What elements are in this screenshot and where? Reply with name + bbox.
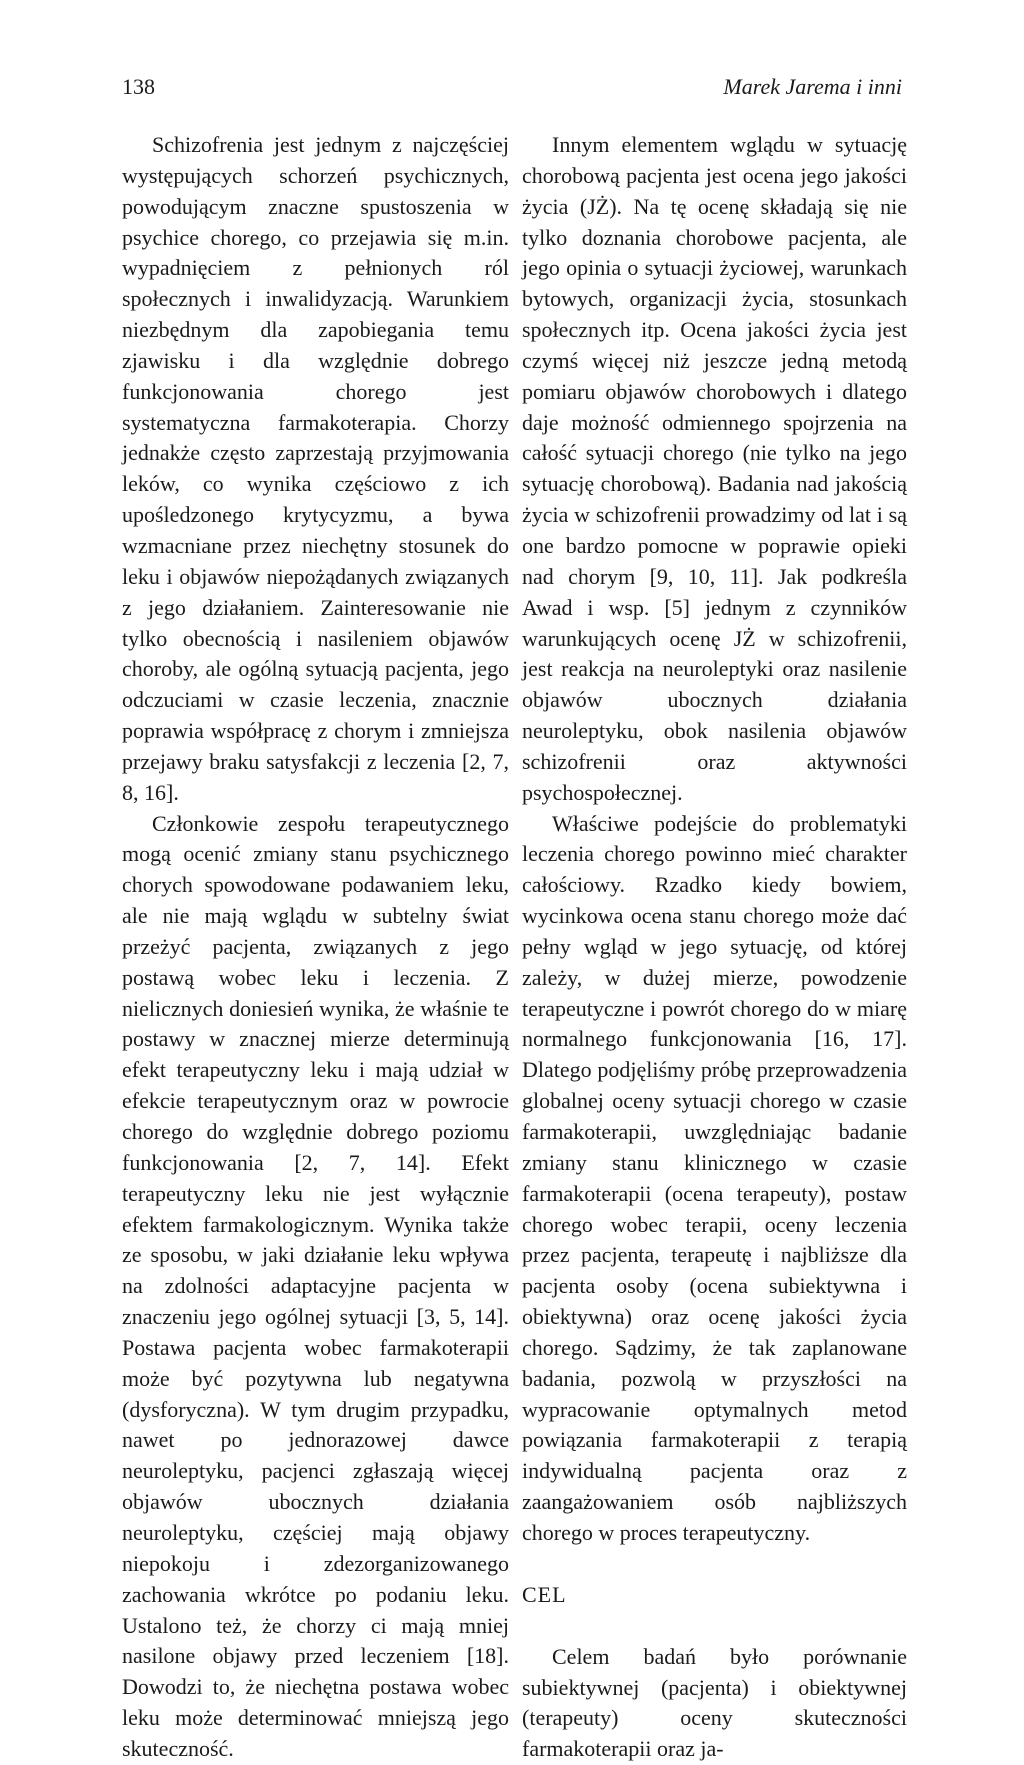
paragraph: Celem badań było porównanie subiektywnej (pacjenta) i obiektywnej (terapeuty) oceny skuteczności farmakoterapii oraz ja- [522,1643,907,1762]
right-column [522,130,907,1765]
paragraph: Innym elementem wglądu w sytuację chorobową pacjenta jest ocena jego jakości życia (JŻ). Na tę ocenę składają się nie tylko doznania chorobowe pacjenta, ale jego opinia o sytuacji życiowej, warunkach bytowych, organizacji życia, stosunkach społecznych itp. Ocena jakości życia jest czymś więcej niż jeszcze jedną metodą pomiaru objawów chorobowych i dlatego daje możność odmiennego spojrzenia na całość sytuacji chorego (nie tylko na jego sytuację chorobową). Badania nad jakością życia w schizofrenii prowadzimy od lat i są one bardzo pomocne w poprawie opieki nad chorym [9, 10, 11]. Jak podkreśla Awad i wsp. [5] jednym z czynników warunkujących ocenę JŻ w schizofrenii, jest reakcja na neuroleptyki oraz nasilenie objawów ubocznych działania neuroleptyku, obok nasilenia objawów schizofrenii oraz aktywności psychospołecznej. [522,132,907,805]
paragraph: Właściwe podejście do problematyki leczenia chorego powinno mieć charakter całościowy. Rzadko kiedy bowiem, wycinkowa ocena stanu chorego może dać pełny wgląd w jego sytuację, od której zależy, w dużej mierze, powodzenie terapeutyczne i powrót chorego do w miarę normalnego funkcjonowania [16, 17]. Dlatego podjęliśmy próbę przeprowadzenia globalnej oceny sytuacji chorego w czasie farmakoterapii, uwzględniając badanie zmiany stanu klinicznego w czasie farmakoterapii (ocena terapeuty), postaw chorego wobec terapii, oceny leczenia przez pacjenta, terapeutę i najbliższe dla pacjenta osoby (ocena subiektywna i obiektywna) oraz ocenę jakości życia chorego. Sądzimy, że tak zaplanowane badania, pozwolą w przyszłości na wypracowanie optymalnych metod powiązania farmakoterapii z terapią indywidualną pacjenta oraz z zaangażowaniem osób najbliższych chorego w proces terapeutyczny. [522,810,907,1545]
paragraph: Członkowie zespołu terapeutycznego mogą ocenić zmiany stanu psychicznego chorych spowodowane podawaniem leku, ale nie mają wglądu w subtelny świat przeżyć pacjenta, związanych z jego postawą wobec leku i leczenia. Z nielicznych doniesień wynika, że właśnie te postawy w znacznej mierze determinują efekt terapeutyczny leku i mają udział w efekcie terapeutycznym oraz w powrocie chorego do względnie dobrego poziomu funkcjonowania [2, 7, 14]. Efekt terapeutyczny leku nie jest wyłącznie efektem farmakologicznym. Wynika także ze sposobu, w jaki działanie leku wpływa na zdolności adaptacyjne pacjenta w znaczeniu jego ogólnej sytuacji [3, 5, 14]. Postawa pacjenta wobec farmakoterapii może być pozytywna lub negatywna (dysforyczna). W tym drugim przypadku, nawet po jednorazowej dawce neuroleptyku, pacjenci zgłaszają więcej objawów ubocznych działania neuroleptyku, częściej mają objawy niepokoju i zdezorganizowanego zachowania wkrótce po podaniu leku. Ustalono też, że chorzy ci mają mniej nasilone objawy przed leczeniem [18]. Dowodzi to, że niechętna postawa wobec leku może determinować mniejszą jego skuteczność. [122,810,509,1761]
page-number: 138 [122,74,155,99]
section-heading-cel: CEL [522,1581,567,1607]
running-title: Marek Jarema i inni [723,74,902,99]
left-column [122,130,509,1765]
paragraph: Schizofrenia jest jednym z najczęściej występujących schorzeń psychicznych, powodującym znaczne spustoszenia w psychice chorego, co przejawia się m.in. wypadnięciem z pełnionych ról społecznych i inwalidyzacją. Warunkiem niezbędnym dla zapobiegania temu zjawisku i dla względnie dobrego funkcjonowania chorego jest systematyczna farmakoterapia. Chorzy jednakże często zaprzestają przyjmowania leków, co wynika częściowo z ich upośledzonego krytycyzmu, a bywa wzmacniane przez niechętny stosunek do leku i objawów niepożądanych związanych z jego działaniem. Zainteresowanie nie tylko obecnością i nasileniem objawów choroby, ale ogólną sytuacją pacjenta, jego odczuciami w czasie leczenia, znacznie poprawia współpracę z chorym i zmniejsza przejawy braku satysfakcji z leczenia [2, 7, 8, 16]. [122,132,509,805]
